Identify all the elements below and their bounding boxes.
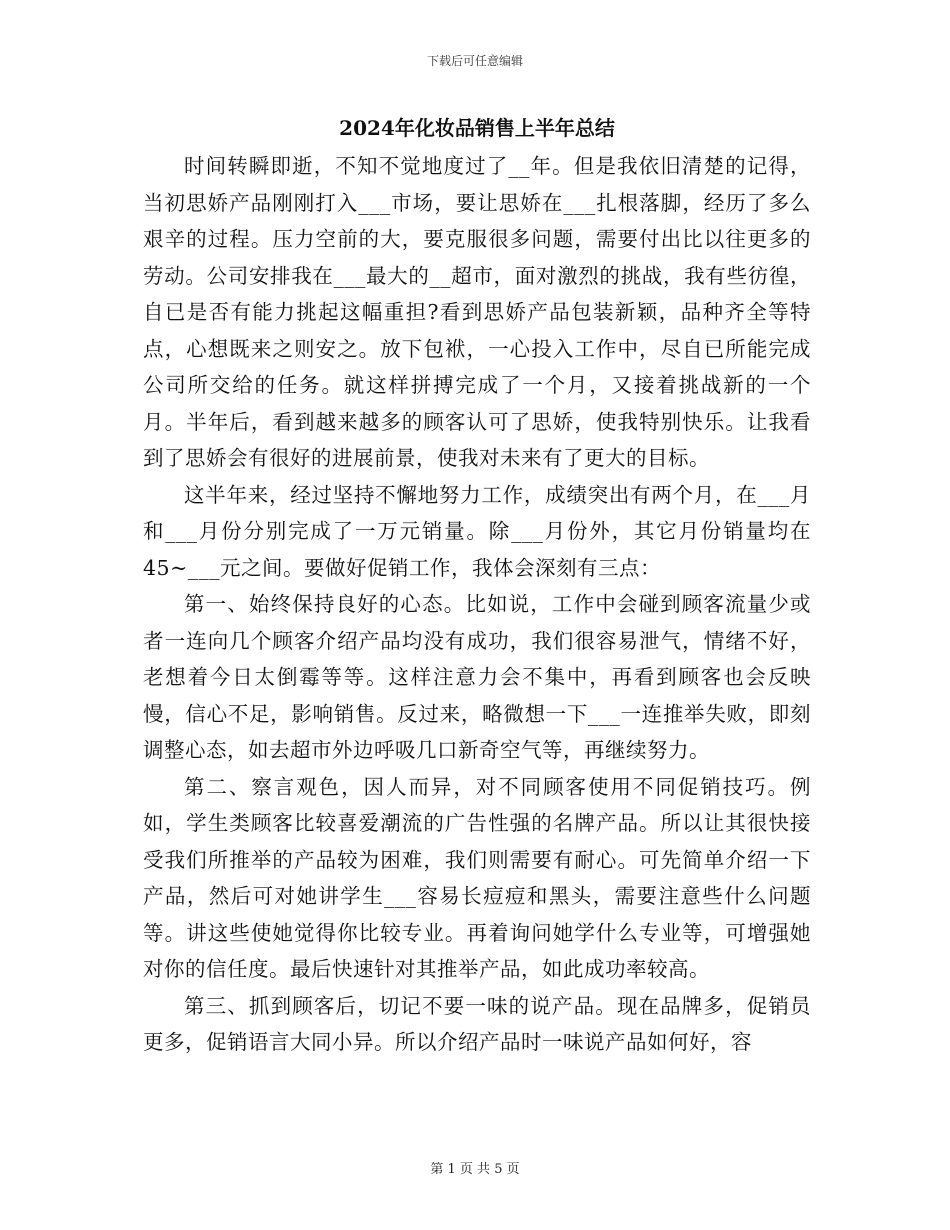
paragraph-point-two: 第二、察言观色，因人而异，对不同顾客使用不同促销技巧。例如，学生类顾客比较喜爱潮流的广告性强的名牌产品。所以让其很快接受我们所推举的产品较为困难，我们则需要有耐心。可先简单介绍一下产品，然后可对她讲学生___容易长痘痘和黑头，需要注意些什么问题等。讲这些使她觉得你比较专业。再着询问她学什么专业等，可增强她对你的信任度。最后快速针对其推举产品，如此成功率较高。 <box>143 774 811 981</box>
paragraph-intro: 时间转瞬即逝，不知不觉地度过了__年。但是我依旧清楚的记得，当初思娇产品刚刚打入___市场，要让思娇在___扎根落脚，经历了多么艰辛的过程。压力空前的大，要克服很多问题，需要付出比以往更多的劳动。公司安排我在___最大的__超市，面对激烈的挑战，我有些彷徨，自已是否有能力挑起这幅重担?看到思娇产品包装新颖，品种齐全等特点，心想既来之则安之。放下包袱，一心投入工作中，尽自已所能完成公司所交给的任务。就这样拼搏完成了一个月，又接着挑战新的一个月。半年后，看到越来越多的顾客认可了思娇，使我特别快乐。让我看到了思娇会有很好的进展前景，使我对未来有了更大的目标。 <box>143 154 811 470</box>
paragraph-point-three: 第三、抓到顾客后，切记不要一味的说产品。现在品牌多，促销员更多，促销语言大同小异。所以介绍产品时一味说产品如何好，容 <box>143 993 811 1054</box>
paragraph-point-one: 第一、始终保持良好的心态。比如说，工作中会碰到顾客流量少或者一连向几个顾客介绍产品均没有成功，我们很容易泄气，情绪不好，老想着今日太倒霉等等。这样注意力会不集中，再看到顾客也会反映慢，信心不足，影响销售。反过来，略微想一下___一连推举失败，即刻调整心态，如去超市外边呼吸几口新奇空气等，再继续努力。 <box>143 592 811 762</box>
document-title: 2024年化妆品销售上半年总结 <box>339 116 615 140</box>
page-number: 第 1 页 共 5 页 <box>430 1162 520 1177</box>
page-header-note: 下载后可任意编辑 <box>426 54 523 68</box>
paragraph-results: 这半年来，经过坚持不懈地努力工作，成绩突出有两个月，在___月和___月份分别完成了一万元销量。除___月份外，其它月份销量均在45~___元之间。要做好促销工作，我体会深刻有三点： <box>143 482 811 580</box>
document-body <box>143 112 811 1061</box>
